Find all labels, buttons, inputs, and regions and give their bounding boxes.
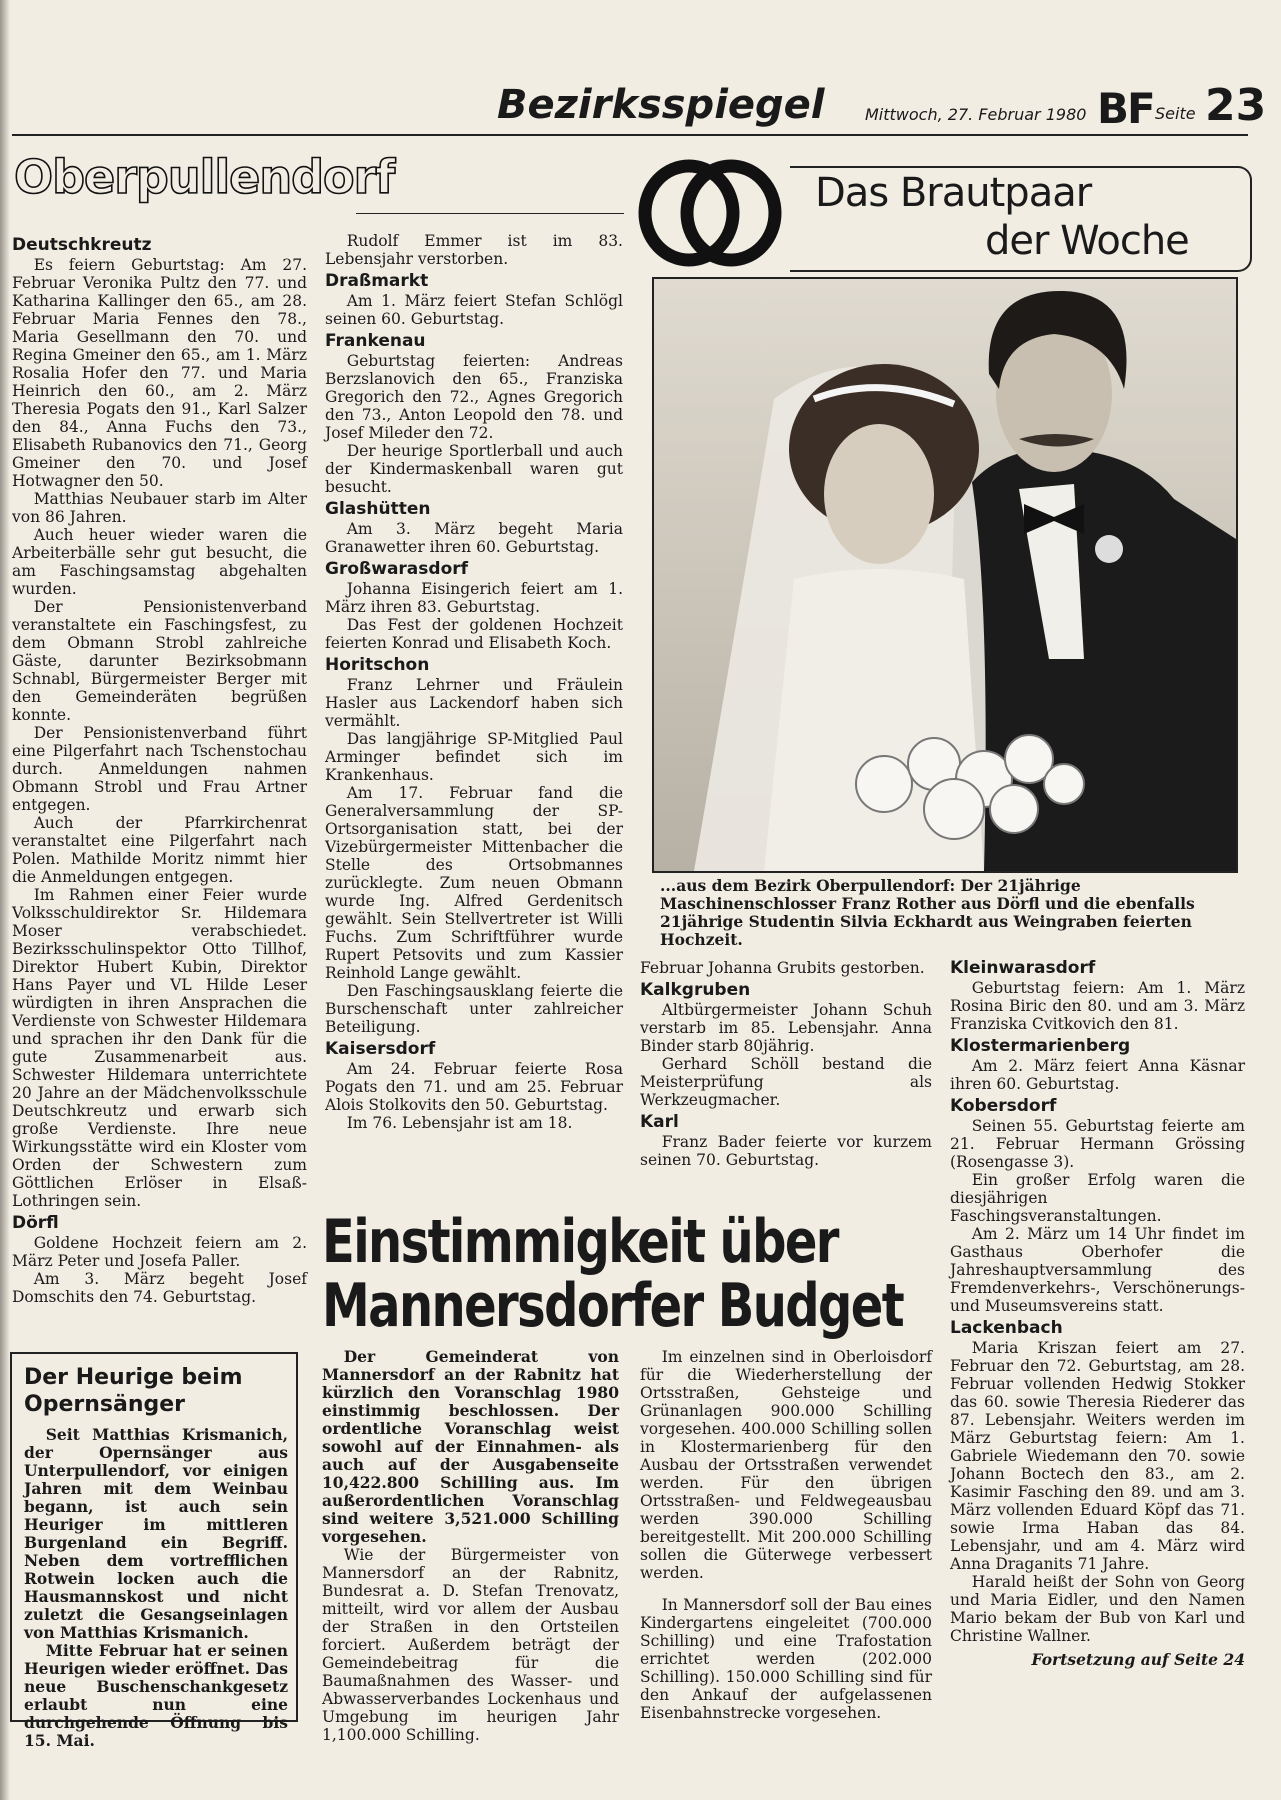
paragraph: Goldene Hochzeit feiern am 2. März Peter und Josefa Paller. xyxy=(12,1234,307,1270)
paragraph: Gerhard Schöll bestand die Meisterprüfung als Werkzeugmacher. xyxy=(640,1055,932,1109)
paragraph: Matthias Neubauer starb im Alter von 86 Jahren. xyxy=(12,490,307,526)
budget-column-2 xyxy=(640,1348,932,1722)
paragraph: Wie der Bürgermeister von Mannersdorf an der Rabnitz, Bundesrat a. D. Stefan Trenovatz, mitteilt, wird vor allem der Ausbau der Straßen in den Ortsteilen forciert. Außerdem beträgt der Gemeindebeitrag für die Baumaßnahmen des Wasser- und Abwasserverbandes Lockenhaus und Umgebung im heurigen Jahr 1,100.000 Schilling. xyxy=(322,1546,619,1744)
paragraph: Rudolf Emmer ist im 83. Lebensjahr verstorben. xyxy=(325,232,623,268)
paragraph: Seit Matthias Krismanich, der Opernsänger aus Unterpullendorf, vor einigen Jahren mit dem Weinbau begann, ist auch sein Heuriger im mittleren Burgenland ein Begriff. Neben dem vortrefflichen Rotwein locken auch die Hausmannskost und nicht zuletzt die Gesangseinlagen von Matthias Krismanich. xyxy=(24,1425,288,1642)
photo-caption: ...aus dem Bezirk Oberpullendorf: Der 21jährige Maschinenschlosser Franz Rother aus Dörfl und die ebenfalls 21jährige Studentin Silvia Eckhardt aus Weingraben feierten Hochzeit. xyxy=(660,876,1195,949)
paragraph: In Mannersdorf soll der Bau eines Kindergartens eingeleitet (700.000 Schilling) und eine Trafostation errichtet werden (202.000 Schilling). 150.000 Schilling sind für den Ankauf der aufgelassenen Eisenbahnstrecke vorgesehen. xyxy=(640,1596,932,1722)
column-2 xyxy=(325,232,623,1132)
paragraph: Johanna Eisingerich feiert am 1. März ihren 83. Geburtstag. xyxy=(325,580,623,616)
bridal-photo xyxy=(652,277,1238,873)
header-rule xyxy=(12,134,1248,136)
page-label: Seite xyxy=(1155,104,1196,123)
paragraph: Franz Lehrner und Fräulein Hasler aus Lackendorf haben sich vermählt. xyxy=(325,676,623,730)
paragraph: Altbürgermeister Johann Schuh verstarb im 85. Lebensjahr. Anna Binder starb 80jährig. xyxy=(640,1001,932,1055)
paragraph: Geburtstag feierten: Andreas Berzslanovich den 65., Franziska Gregorich den 72., Agnes Gregorich den 73., Anton Leopold den 78. und Josef Mileder den 72. xyxy=(325,352,623,442)
heading-grosswarasdorf: Großwarasdorf xyxy=(325,559,469,579)
heading-doerfl: Dörfl xyxy=(12,1213,59,1233)
heading-kaisersdorf: Kaisersdorf xyxy=(325,1039,436,1059)
budget-lead: Der Gemeinderat von Mannersdorf an der Rabnitz hat kürzlich den Voranschlag 1980 einstimmig beschlossen. Der ordentliche Voranschlag weist sowohl auf der Einnahmen- als auch auf der Ausgabenseite 10,422.800 Schilling aus. Im außerordentlichen Voranschlag sind weitere 3,521.000 Schilling vorgesehen. xyxy=(322,1347,619,1546)
heading-kalkgruben: Kalkgruben xyxy=(640,980,751,1000)
bridal-title-line2: der Woche xyxy=(985,218,1189,264)
heading-klostermarienberg: Klostermarienberg xyxy=(950,1036,1131,1056)
region-rule xyxy=(356,213,624,214)
budget-headline-line1: Einstimmigkeit über xyxy=(322,1210,838,1277)
bridal-title-line1: Das Brautpaar xyxy=(815,170,1092,216)
heading-karl: Karl xyxy=(640,1112,679,1132)
wedding-rings-icon xyxy=(637,158,783,268)
budget-headline xyxy=(322,1210,942,1342)
paragraph: Am 2. März feiert Anna Käsnar ihren 60. Geburtstag. xyxy=(950,1057,1245,1093)
paragraph: Am 17. Februar fand die Generalversammlung der SP-Ortsorganisation statt, bei der Vizebürgermeister Mittenbacher die Stelle des Ortsobmannes zurücklegte. Zum neuen Obmann wurde Ing. Alfred Gerdenitsch gewählt. Sein Stellvertreter ist Willi Fuchs. Zum Schriftführer wurde Rupert Petsovits und zum Kassier Reinhold Lange gewählt. xyxy=(325,784,623,982)
paragraph: Seinen 55. Geburtstag feierte am 21. Februar Hermann Grössing (Rosengasse 3). xyxy=(950,1117,1245,1171)
photo-illustration xyxy=(654,279,1236,871)
heurige-title: Der Heurige beim Opernsänger xyxy=(24,1365,243,1417)
heading-glashuetten: Glashütten xyxy=(325,499,431,519)
paragraph: Den Faschingsausklang feierte die Burschenschaft unter zahlreicher Beteiligung. xyxy=(325,982,623,1036)
paragraph: Am 3. März begeht Maria Granawetter ihren 60. Geburtstag. xyxy=(325,520,623,556)
column-4 xyxy=(950,959,1245,1669)
heading-kobersdorf: Kobersdorf xyxy=(950,1096,1057,1116)
paragraph: Ein großer Erfolg waren die diesjährigen Faschingsveranstaltungen. xyxy=(950,1171,1245,1225)
section-title: Bezirksspiegel xyxy=(497,82,825,128)
heading-kleinwarasdorf: Kleinwarasdorf xyxy=(950,958,1096,978)
paragraph: Harald heißt der Sohn von Georg und Maria Eidler, und den Namen Mario bekam der Bub von Karl und Christine Wallner. xyxy=(950,1573,1245,1645)
heading-drassmarkt: Draßmarkt xyxy=(325,271,429,291)
column-1 xyxy=(12,232,307,1306)
continued-note: Fortsetzung auf Seite 24 xyxy=(1031,1650,1245,1669)
paragraph: Am 3. März begeht Josef Domschits den 74. Geburtstag. xyxy=(12,1270,307,1306)
paragraph: Der Pensionistenverband veranstaltete ein Faschingsfest, zu dem Obmann Strobl zahlreiche Gäste, darunter Bezirksobmann Schnabl, Bürgermeister Berger mit den Gemeinderäten begrüßen konnte. xyxy=(12,598,307,724)
paragraph: Geburtstag feiern: Am 1. März Rosina Biric den 80. und am 3. März Franziska Cvitkovich den 81. xyxy=(950,979,1245,1033)
budget-headline-line2: Mannersdorfer Budget xyxy=(322,1271,904,1341)
page-number: 23 xyxy=(1205,80,1267,131)
paragraph: Auch heuer wieder waren die Arbeiterbälle sehr gut besucht, die am Faschingsamstag abgehalten wurden. xyxy=(12,526,307,598)
paragraph: Franz Bader feierte vor kurzem seinen 70. Geburtstag. xyxy=(640,1133,932,1169)
paragraph: Im Rahmen einer Feier wurde Volksschuldirektor Sr. Hildemara Moser verabschiedet. Bezirksschulinspektor Otto Tillhof, Direktor Hubert Kubin, Direktor Hans Payer und VL Hilde Leser würdigten in ihren Ansprachen die Verdienste von Schwester Hildemara und sprachen ihr den Dank für die gute Zusammenarbeit aus. Schwester Hildemara unterrichtete 20 Jahre an der Mädchenvolksschule Deutschkreutz und erwarb sich große Verdienste. Ihre neue Wirkungsstätte wird ein Kloster vom Orden der Schwestern zum Göttlichen Erlöser in Elsaß-Lothringen sein. xyxy=(12,886,307,1210)
heading-frankenau: Frankenau xyxy=(325,331,426,351)
paragraph: Im 76. Lebensjahr ist am 18. xyxy=(346,1114,573,1132)
page-edge-shadow xyxy=(0,0,10,1800)
paragraph: Maria Kriszan feiert am 27. Februar den 72. Geburtstag, am 28. Februar vollenden Hedwig Stokker das 60. sowie Theresia Riederer das 87. Lebensjahr. Weiters werden im März Geburtstag feiern: Am 1. Gabriele Wiedemann den 70. sowie Johann Boctech den 83., am 2. Kasimir Fasching den 89. und am 3. März vollenden Eduard Köpf das 71. sowie Irma Haban das 84. Lebensjahr, und am 4. März wird Anna Draganits 71 Jahre. xyxy=(950,1339,1245,1573)
region-title: Oberpullendorf xyxy=(14,150,395,204)
heading-deutschkreutz: Deutschkreutz xyxy=(12,235,152,255)
issue-date: Mittwoch, 27. Februar 1980 xyxy=(865,105,1087,124)
column-3 xyxy=(640,959,932,1169)
brand-logo: BF xyxy=(1097,84,1154,133)
rings-logo xyxy=(637,158,783,268)
paragraph: Das Fest der goldenen Hochzeit feierten Konrad und Elisabeth Koch. xyxy=(325,616,623,652)
heurige-box xyxy=(10,1352,298,1750)
paragraph: Am 2. März um 14 Uhr findet im Gasthaus Oberhofer die Jahreshauptversammlung des Fremdenverkehrs-, Verschönerungs- und Museumsvereins statt. xyxy=(950,1225,1245,1315)
heading-lackenbach: Lackenbach xyxy=(950,1318,1063,1338)
paragraph: Das langjährige SP-Mitglied Paul Arminger befindet sich im Krankenhaus. xyxy=(325,730,623,784)
paragraph: Am 24. Februar feierte Rosa Pogats den 71. und am 25. Februar Alois Stolkovits den 50. Geburtstag. xyxy=(325,1060,623,1114)
paragraph: Mitte Februar hat er seinen Heurigen wieder eröffnet. Das neue Buschenschankgesetz erlaubt nun eine durchgehende Öffnung bis 15. Mai. xyxy=(24,1641,288,1750)
paragraph: Februar Johanna Grubits gestorben. xyxy=(640,959,925,977)
paragraph: Im einzelnen sind in Oberloisdorf für die Wiederherstellung der Ortsstraßen, Gehsteige und Grünanlagen 900.000 Schilling vorgesehen. 400.000 Schilling sollen in Klostermarienberg für den Ausbau der Ortsstraßen verwendet werden. Für den übrigen Ortsstraßen- und Feldwegeausbau werden 390.000 Schilling bereitgestellt. Mit 200.000 Schilling sollen die Güterwege verbessert werden. xyxy=(640,1348,932,1582)
paragraph: Der heurige Sportlerball und auch der Kindermaskenball waren gut besucht. xyxy=(325,442,623,496)
budget-column-1 xyxy=(322,1348,619,1744)
paragraph: Auch der Pfarrkirchenrat veranstaltet eine Pilgerfahrt nach Polen. Mathilde Moritz nimmt hier die Anmeldungen entgegen. xyxy=(12,814,307,886)
paragraph: Am 1. März feiert Stefan Schlögl seinen 60. Geburtstag. xyxy=(325,292,623,328)
paragraph: Es feiern Geburtstag: Am 27. Februar Veronika Pultz den 77. und Katharina Kallinger den 65., am 28. Februar Maria Fennes den 78., Maria Gesellmann den 70. und Regina Gmeiner den 65., am 1. März Rosalia Hofer den 77. und Maria Heinrich den 60., am 2. März Theresia Pogats den 91., Karl Salzer den 84., Anna Fuchs den 73., Elisabeth Rubanovics den 71., Georg Gmeiner den 70. und Josef Hotwagner den 50. xyxy=(12,256,307,490)
paragraph: Der Pensionistenverband führt eine Pilgerfahrt nach Tschenstochau durch. Anmeldungen nahmen Obmann Strobl und Frau Artner entgegen. xyxy=(12,724,307,814)
heading-horitschon: Horitschon xyxy=(325,655,430,675)
